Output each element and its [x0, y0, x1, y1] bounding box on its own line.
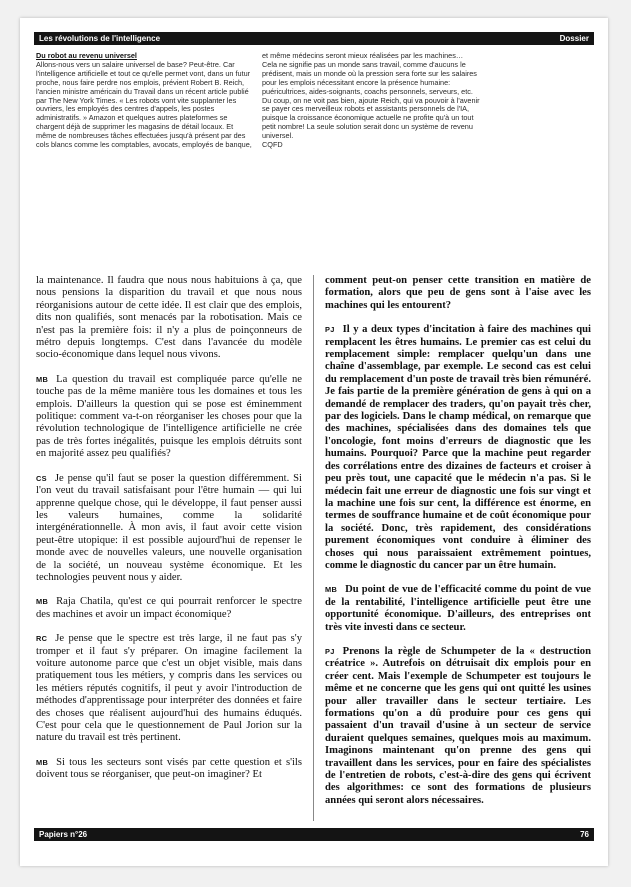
speaker-initials: PJ — [325, 325, 335, 335]
box-text-left: Allons-nous vers un salaire universel de base? Peut-être. Car l'intelligence artificielle et tout ce qu'elle permet vont, dans un futur proche, nous faire perdre nos emplois, prévient Robert B. Reich, l'ancien ministre américain du Travail dans un récent article publié par The New York Times. « Les robots vont vite supplanter les ouvriers, les employés des centres d'appels, les postes administratifs. » Amazon et quelques autres plateformes se chargent déjà de supprimer les magasins de détail locaux. Et même de nombreuses tâches effectuées jusqu'à présent par des cols blancs comme les comptables, avocats, employés de banque, — [36, 59, 252, 150]
interview-body — [36, 275, 592, 821]
sidebar-box — [34, 52, 594, 232]
interview-paragraph — [36, 473, 302, 585]
interview-paragraph — [36, 596, 302, 621]
speaker-initials: MB — [325, 585, 338, 595]
interview-column-left — [36, 275, 302, 794]
speaker-initials: RC — [36, 634, 48, 644]
paragraph-text: La question du travail est compliquée parce qu'elle ne touche pas de la même manière tous les domaines et tous les emplois. D'ailleurs la question qui se pose est éminemment politique: comment va-t-on réorganiser les choses pour que la révolution technologique de l'intelligence artificielle ne crée pas de très fortes inégalités, puisque les emplois détruits sont en majorité assez peu qualifiés? — [36, 373, 302, 460]
interview-paragraph — [36, 633, 302, 745]
interview-paragraph — [325, 324, 591, 572]
column-divider — [313, 275, 314, 821]
box-column-right — [262, 52, 480, 150]
paragraph-text: Je pense qu'il faut se poser la question différemment. Si l'on veut du travail satisfaisant pour l'être humain — qui lui apprenne quelque chose, qui le développe, il faut penser aussi les valeurs humaines, comme la solidarité intergénérationnelle. À mon avis, il faut avoir cette vision peut-être utopique: il est possible aujourd'hui de repenser le monde avec de nouvelles valeurs, une nouvelle organisation de la société, un nouveau système économique. Et les technologies peuvent nous y aider. — [36, 472, 302, 583]
interview-paragraph — [36, 275, 302, 362]
box-signature: CQFD — [262, 140, 283, 150]
speaker-initials: PJ — [325, 646, 335, 656]
interview-column-right — [325, 275, 591, 819]
box-text-right: et même médecins seront mieux réalisées par les machines… Cela ne signifie pas un monde sans travail, comme d'aucuns le prédisent, mais un monde où la pression sera forte sur les salaires pour les emplois nécessitant encore la présence humaine: puéricultrices, aides-soignants, coachs personnels, serveurs, etc. Du coup, on ne voit pas bien, ajoute Reich, qui va pouvoir à l'avenir se payer ces merveilleux robots et assistants personnels de l'IA, puisque la croissance économique actuelle ne profite qu'à un tout petit nombre! La seule solution serait donc un système de revenu universel. — [262, 51, 480, 141]
paragraph-text: comment peut-on penser cette transition en matière de formation, alors que peu de gens sont à l'aise avec les machines qui les entourent? — [325, 275, 591, 311]
interview-paragraph — [325, 646, 591, 807]
paragraph-text: Si tous les secteurs sont visés par cette question et s'ils doivent tous se réorganiser, que peut-on imaginer? Et — [36, 756, 302, 781]
rubric-label: Dossier — [559, 34, 589, 43]
interview-paragraph — [325, 275, 591, 312]
issue-number: Papiers n°26 — [39, 830, 88, 839]
paragraph-text: Il y a deux types d'incitation à faire des machines qui remplacent les êtres humains. Le premier cas est celui du remplacement simple: remplacer quelqu'un dans une chaîne d'assemblage, par exemple. Le second cas est celui du remplacement d'un poste de travail très bien rémunéré. Je fais partie de la première génération de gens à qui on a demandé de remplacer des traders, qu'on payait très cher, par des logiciels. Dans le champ médical, on remarque que des machines, spécialisées dans des domaines tels que l'oncologie, font moins d'erreurs de diagnostic que les humains. Pourquoi? Parce que la machine peut regarder des corrélations entre des dizaines de facteurs et croiser à peu près tout, une capacité que le médecin n'a pas. Si le médecin fait une erreur de diagnostic une fois sur vingt et la machine une fois sur cent, la différence est énorme, en termes de souffrance humaine et de coût économique pour la société. Donc, très rapidement, des considérations purement économiques vont conduire à éliminer des choses qui nous paraissaient extrêmement pointues, comme le diagnostic du cancer par un être humain. — [325, 324, 591, 571]
interview-paragraph — [325, 584, 591, 634]
header-bar — [34, 32, 594, 45]
paragraph-text: Je pense que le spectre est très large, il ne faut pas s'y tromper et il faut s'y préparer. On imagine facilement la voiture autonome parce que c'est un objet visible, mais dans pratiquement tous les métiers, y compris dans les services ou les métiers réputés cognitifs, il peut y avoir l'introduction de méthodes d'apprentissage pour interpréter des données et faire des choses que réalisent aujourd'hui des humains éduqués. C'est pour cela que le questionnement de Paul Jorion sur la nature du travail est très pertinent. — [36, 633, 302, 744]
footer-bar — [34, 828, 594, 841]
paragraph-text: la maintenance. Il faudra que nous nous habituions à ça, que nous pensions la disparition du travail et que nous nous réorganisions autour de cette idée. Il est clair que des emplois, dits non qualifiés, sont menacés par la robotisation. Mais ce n'est pas la première fois: il n'y a plus de poinçonneurs de métro depuis longtemps. C'est dans l'avancée du modèle socio-économique dans lequel nous vivons. — [36, 275, 302, 361]
speaker-initials: CS — [36, 473, 47, 483]
paragraph-text: Du point de vue de l'efficacité comme du point de vue de la rentabilité, l'intelligence artificielle peut être une opportunité économique. D'ailleurs, des entreprises ont très vite investi dans ce secteur. — [325, 584, 591, 633]
speaker-initials: MB — [36, 597, 49, 607]
box-column-left — [36, 52, 254, 150]
interview-paragraph — [36, 374, 302, 461]
paragraph-text: Raja Chatila, qu'est ce qui pourrait renforcer le spectre des machines et avoir un impact économique? — [36, 596, 302, 620]
magazine-page — [20, 18, 608, 866]
page-number: 76 — [580, 830, 589, 839]
interview-paragraph — [36, 757, 302, 782]
paragraph-text: Prenons la règle de Schumpeter de la « destruction créatrice ». Autrefois on détruisait dix emplois pour en créer cent. Mais l'exemple de Schumpeter est toujours le même et ne concerne que les gens qui ont quitté les usines pour aller travailler dans le secteur tertiaire. Les formations qu'on a dû produire pour ces gens qui passaient d'un travail d'usine à un secteur de service duraient quelques semaines, quelques mois au maximum. Imaginons maintenant qu'on prenne des gens qui travaillent dans les services, pour en faire des spécialistes de l'entretien de robots, c'est-à-dire des gens qui écrivent des algorithmes: ce sont des formations de plusieurs années qui seront alors nécessaires. — [325, 645, 591, 806]
speaker-initials: MB — [36, 757, 49, 767]
speaker-initials: MB — [36, 374, 49, 384]
section-title: Les révolutions de l'intelligence — [39, 34, 161, 43]
box-heading: Du robot au revenu universel — [36, 51, 137, 60]
